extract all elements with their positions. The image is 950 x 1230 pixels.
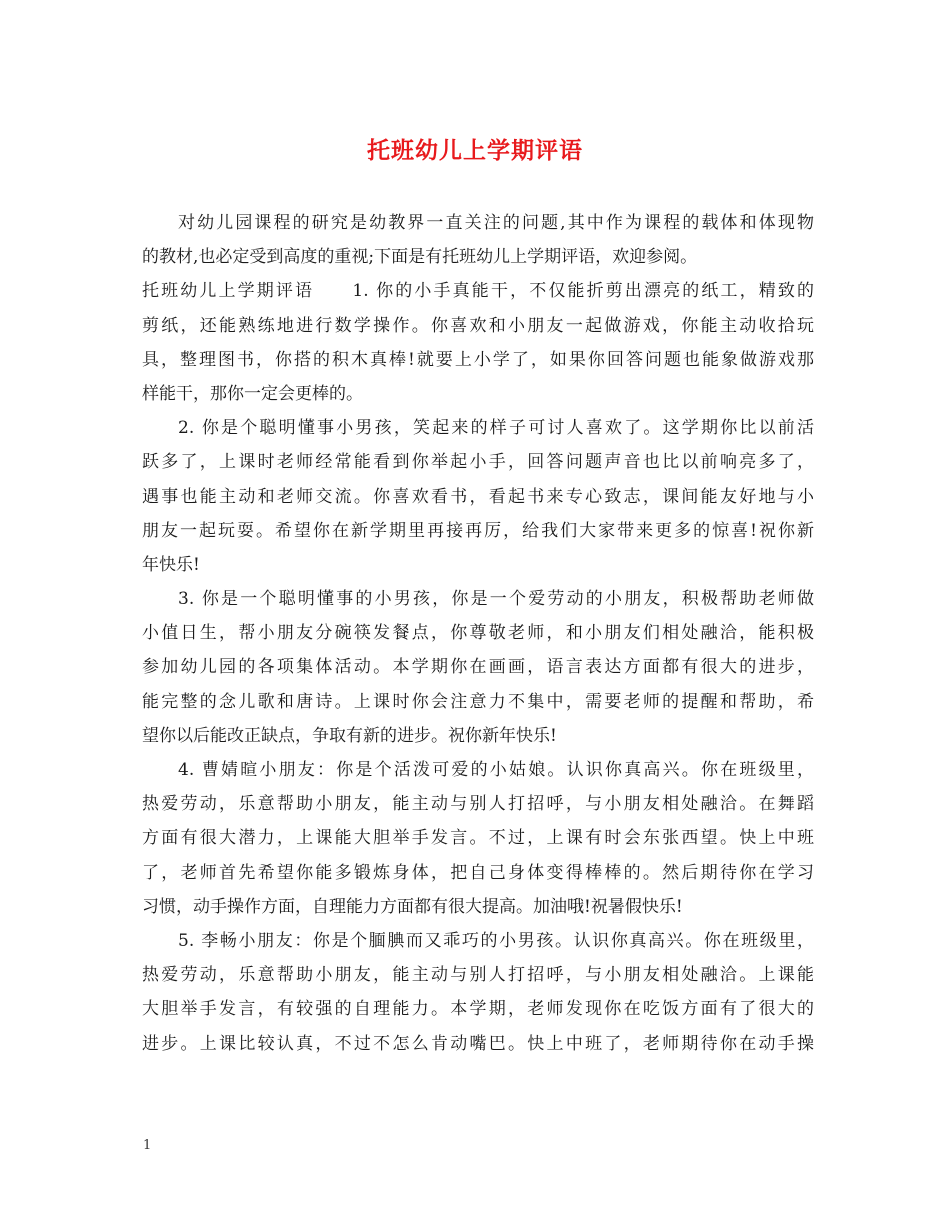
text-line: 热爱劳动，乐意帮助小朋友，能主动与别人打招呼，与小朋友相处融洽。在舞蹈: [142, 794, 814, 815]
text-line: 托班幼儿上学期评语 1. 你的小手真能干，不仅能折剪出漂亮的纸工，精致的: [142, 281, 814, 302]
text-line: 方面有很大潜力，上课能大胆举手发言。不过，上课有时会东张西望。快上中班: [142, 828, 814, 849]
text-line: 遇事也能主动和老师交流。你喜欢看书，看起书来专心致志，课间能友好地与小: [142, 486, 814, 507]
text-line: 的教材,也必定受到高度的重视;下面是有托班幼儿上学期评语，欢迎参阅。: [142, 247, 698, 268]
text-line: 跃多了，上课时老师经常能看到你举起小手，回答问题声音也比以前响亮多了，: [142, 452, 814, 473]
text-line: 3. 你是一个聪明懂事的小男孩，你是一个爱劳动的小朋友，积极帮助老师做: [178, 589, 814, 610]
text-line: 样能干，那你一定会更棒的。: [142, 383, 363, 404]
text-line: 望你以后能改正缺点，争取有新的进步。祝你新年快乐!: [142, 725, 557, 746]
text-line: 4. 曹婧暄小朋友：你是个活泼可爱的小姑娘。认识你真高兴。你在班级里，: [178, 760, 814, 780]
text-line: 大胆举手发言，有较强的自理能力。本学期，老师发现你在吃饭方面有了很大的: [142, 999, 814, 1020]
text-line: 热爱劳动，乐意帮助小朋友，能主动与别人打招呼，与小朋友相处融洽。上课能: [142, 965, 814, 986]
text-line: 朋友一起玩耍。希望你在新学期里再接再厉，给我们大家带来更多的惊喜!祝你新: [142, 520, 814, 541]
text-line: 具，整理图书，你搭的积木真棒!就要上小学了，如果你回答问题也能象做游戏那: [142, 349, 814, 370]
text-line: 2. 你是个聪明懂事小男孩，笑起来的样子可讨人喜欢了。这学期你比以前活: [178, 418, 814, 439]
text-line: 进步。上课比较认真，不过不怎么肯动嘴巴。快上中班了，老师期待你在动手操: [142, 1033, 814, 1054]
text-line: 习惯，动手操作方面，自理能力方面都有很大提高。加油哦!祝暑假快乐!: [142, 896, 683, 917]
text-line: 能完整的念儿歌和唐诗。上课时你会注意力不集中，需要老师的提醒和帮助，希: [142, 691, 814, 712]
text-line: 参加幼儿园的各项集体活动。本学期你在画画，语言表达方面都有很大的进步，: [142, 657, 814, 678]
text-line: 5. 李畅小朋友：你是个腼腆而又乖巧的小男孩。认识你真高兴。你在班级里，: [178, 930, 814, 951]
page-number: 1: [143, 1138, 152, 1153]
text-line: 年快乐!: [142, 554, 200, 575]
text-line: 小值日生，帮小朋友分碗筷发餐点，你尊敬老师，和小朋友们相处融洽，能积极: [142, 623, 814, 644]
document-body: [142, 206, 814, 1061]
text-line: 了，老师首先希望你能多锻炼身体，把自己身体变得棒棒的。然后期待你在学习: [142, 862, 814, 883]
text-line: 剪纸，还能熟练地进行数学操作。你喜欢和小朋友一起做游戏，你能主动收拾玩: [142, 315, 814, 336]
text-line: 对幼儿园课程的研究是幼教界一直关注的问题,其中作为课程的载体和体现物: [178, 213, 814, 233]
document-title: 托班幼儿上学期评语: [367, 137, 583, 164]
